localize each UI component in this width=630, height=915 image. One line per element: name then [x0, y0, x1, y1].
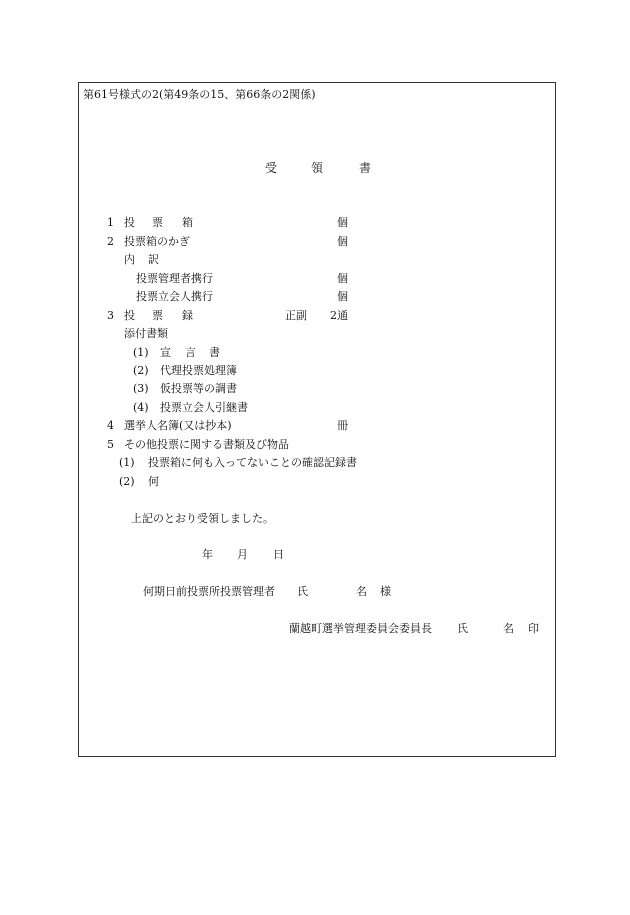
issuer-mei: 名: [503, 622, 514, 635]
recipient-shi: 氏: [297, 585, 308, 598]
item-5b-label: 何: [148, 475, 159, 488]
item-5-label: その他投票に関する書類及び物品: [124, 438, 289, 451]
item-4-unit: 冊: [337, 419, 348, 432]
attachment-1-char-b: 言: [185, 346, 196, 359]
attachment-3-number: (3): [133, 382, 149, 395]
title-char-3: 書: [359, 161, 372, 175]
breakdown-char-b: 訳: [148, 253, 159, 266]
receipt-statement: 上記のとおり受領しました。: [131, 512, 274, 525]
item-5a-label: 投票箱に何も入ってないことの確認記録書: [148, 456, 357, 469]
attachment-2-number: (2): [133, 364, 149, 377]
item-4-number: 4: [107, 419, 114, 432]
item-3-copies: 正副: [285, 309, 307, 322]
item-3-char-c: 録: [182, 309, 193, 322]
item-2-label: 投票箱のかぎ: [124, 235, 190, 248]
item-1-char-a: 投: [124, 216, 135, 229]
item-3-char-a: 投: [124, 309, 135, 322]
item-3-number: 3: [107, 309, 114, 322]
attachment-2-label: 代理投票処理簿: [160, 364, 237, 377]
item-2b-label: 投票立会人携行: [136, 290, 213, 303]
item-2a-label: 投票管理者携行: [136, 272, 213, 285]
item-2-number: 2: [107, 235, 114, 248]
recipient-title: 何期日前投票所投票管理者: [143, 585, 275, 598]
title-char-2: 領: [311, 161, 324, 175]
item-2-unit: 個: [337, 235, 348, 248]
attachment-3-label: 仮投票等の調書: [160, 382, 237, 395]
date-year: 年: [202, 548, 213, 561]
recipient-sama: 様: [380, 585, 391, 598]
issuer-title: 蘭越町選挙管理委員会委員長: [289, 622, 432, 635]
attachment-4-number: (4): [133, 401, 149, 414]
item-5a-number: (1): [119, 456, 135, 469]
attachment-1-char-a: 宣: [160, 346, 171, 359]
issuer-seal: 印: [528, 622, 539, 635]
date-month: 月: [237, 548, 248, 561]
issuer-shi: 氏: [457, 622, 468, 635]
attachment-4-label: 投票立会人引継書: [160, 401, 248, 414]
form-header: 第61号様式の2(第49条の15、第66条の2関係): [83, 88, 316, 101]
item-5-number: 5: [107, 438, 114, 451]
item-2b-unit: 個: [337, 290, 348, 303]
item-3-count: 2通: [330, 309, 348, 322]
breakdown-char-a: 内: [124, 253, 135, 266]
item-1-char-c: 箱: [182, 216, 193, 229]
item-3-char-b: 票: [152, 309, 163, 322]
item-4-label: 選挙人名簿(又は抄本): [124, 419, 232, 432]
item-2a-unit: 個: [337, 272, 348, 285]
date-day: 日: [273, 548, 284, 561]
item-1-unit: 個: [337, 216, 348, 229]
attachment-1-char-c: 書: [209, 346, 220, 359]
item-5b-number: (2): [119, 475, 135, 488]
item-1-number: 1: [107, 216, 114, 229]
attachment-1-number: (1): [133, 346, 149, 359]
title-char-1: 受: [265, 161, 278, 175]
attached-documents-label: 添付書類: [124, 327, 168, 340]
item-1-char-b: 票: [152, 216, 163, 229]
recipient-mei: 名: [356, 585, 367, 598]
